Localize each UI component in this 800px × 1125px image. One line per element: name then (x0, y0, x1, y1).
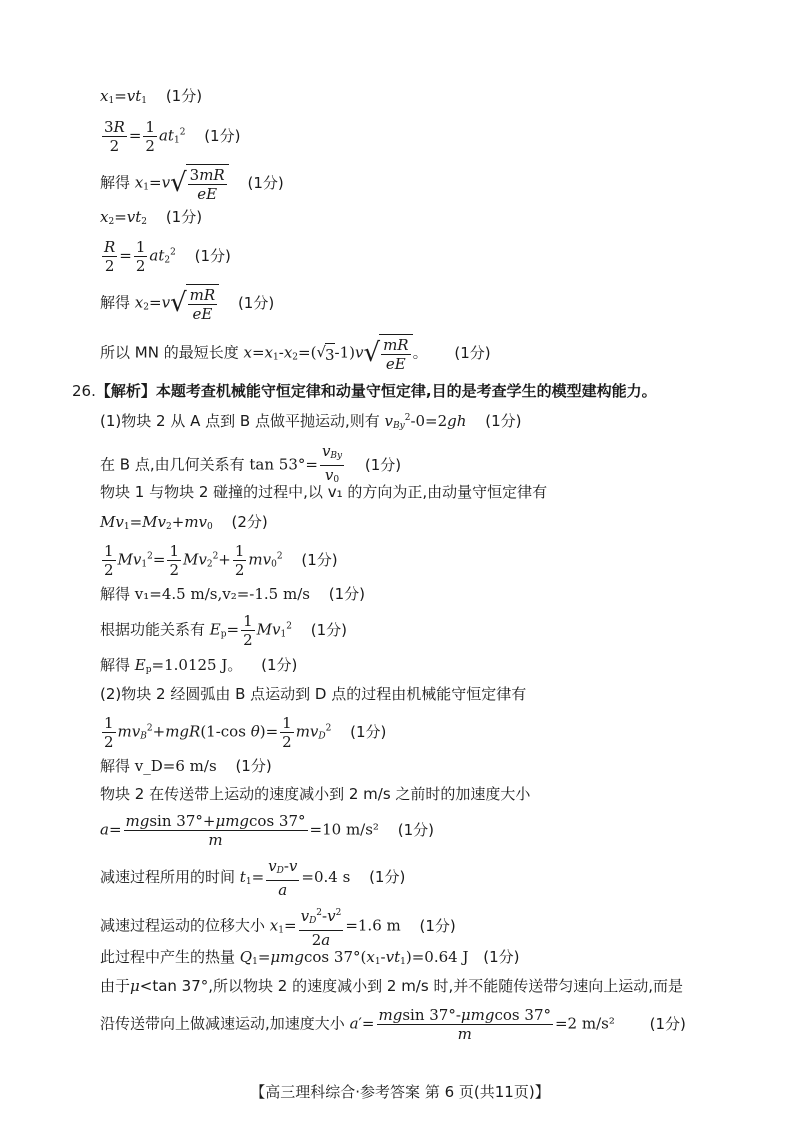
since-part1: 由于 (100, 977, 131, 995)
collision-text: 物块 1 与物块 2 碰撞的过程中,以 v₁ 的方向为正,由动量守恒定律有 (100, 483, 548, 501)
score: (1分) (301, 550, 338, 569)
time-desc: 减速过程所用的时间 (100, 868, 236, 886)
since-text: 由于μ<tan 37°,所以物块 2 的速度减小到 2 m/s 时,并不能随传送带匀速向上运动,而是 (100, 977, 683, 995)
ep-value: 1.0125 J。 (164, 656, 243, 674)
a2-value: =2 m/s² (554, 1014, 615, 1033)
solve-label: 解得 (100, 173, 131, 192)
eq-accel-2: 沿传送带向上做减速运动,加速度大小 a′= $\frac{\text{mgsin 37°-μmgcos 37°}}{m}$ =2 m/s² (1分) (100, 1006, 686, 1043)
v-values: v₁=4.5 m/s,v₂=-1.5 m/s (134, 585, 310, 603)
eq-heat: 此过程中产生的热量 $Q_1=\mu mgcos$ $37^\circ(x_1-vt_1)=0.64$ J (1分) (100, 948, 520, 967)
eq-disp: 减速过程运动的位移大小 $x_1=$ $\frac{v_D^2-v^2}{2a}$ =1.6 m (1分) (100, 904, 456, 949)
eq-mech-energy: $\frac{1}{2}$ $mv_B^2+mgR(1-\cos$ θ)= $\frac{1}{2}$ $mv_D^2$ (1分) (104, 714, 387, 751)
t1-value: =0.4 s (301, 868, 351, 886)
score: (1分) (364, 455, 402, 474)
eq-3R-half-at1: $\frac{3R}{2}$ = $\frac{1}{2}$ $at_1^2$ (1分) (104, 118, 241, 155)
along-belt: 沿传送带向上做减速运动,加速度大小 (100, 1014, 345, 1033)
score: (1分) (194, 246, 231, 265)
heat-desc: 此过程中产生的热量 (100, 948, 236, 966)
q-value: =0.64 J (411, 948, 469, 966)
analysis-title: 【解析】 (95, 382, 156, 400)
analysis-body: 本题考查机械能守恒定律和动量守恒定律,目的是考查学生的模型建构能力。 (155, 382, 657, 400)
eq-solve-vd (100, 756, 272, 776)
score: (1分) (165, 208, 203, 226)
eq-solve-v (100, 584, 365, 604)
eq-solve-ep: 解得 $E_p=1.0125$ J。 (1分) (100, 656, 298, 675)
score: (1分) (328, 585, 365, 603)
eq-ep: 根据功能关系有 $E_p=$ $\frac{1}{2}$ $Mv_1^2$ (1分) (100, 612, 347, 649)
score: (1分) (204, 126, 241, 145)
solve-label: 解得 (100, 757, 131, 775)
score: (1分) (419, 916, 456, 935)
score: (1分) (165, 87, 203, 105)
eq-x2-vt2: $x_2=vt_2$ (1分) (100, 208, 203, 227)
decel-desc: 物块 2 在传送带上运动的速度减小到 2 m/s 之前时的加速度大小 (100, 785, 531, 803)
solve-label: 解得 (100, 293, 131, 312)
disp-desc: 减速过程运动的位移大小 (100, 916, 266, 935)
score: (2分) (231, 513, 268, 531)
a1-value: =10 m/s² (309, 820, 379, 839)
score: (1分) (649, 1014, 686, 1033)
eq-x1-vt1: $x_1=vt_1$ (1分) (100, 87, 203, 106)
eq-accel-1: a= $\frac{\text{mgsin 37°+μmgcos 37°}}{m}$ =10 m/s² (1分) (100, 812, 434, 849)
score: (1分) (237, 293, 275, 312)
score: (1分) (369, 868, 406, 886)
score: (1分) (350, 722, 387, 741)
p2-intro: (2)物块 2 经圆弧由 B 点运动到 D 点的过程由机械能守恒定律有 (100, 685, 527, 703)
analysis-header (72, 381, 657, 401)
score: (1分) (261, 656, 298, 674)
score: (1分) (310, 620, 347, 639)
eq-tan53: 在 B 点,由几何关系有 tan 53°= $\frac{v_{By}}{v_0}$ (1分) (100, 442, 402, 485)
score: (1分) (454, 343, 491, 362)
eq-mn-shortest: 所以 MN 的最短长度 $x=x_1-x_2=$( √ 3 -1)v √ $\frac{mR}{eE}$ 。 (1分) (100, 336, 491, 373)
vd-value: v_D=6 m/s (134, 757, 217, 775)
eq-time: 减速过程所用的时间 $t_1=$ $\frac{v_D-v}{a}$ =0.4 s (1分) (100, 857, 406, 899)
score: (1分) (483, 948, 520, 966)
score: (1分) (247, 173, 284, 192)
eq-momentum: $Mv_1=Mv_2+mv_0$ (2分) (100, 513, 268, 532)
solve-label: 解得 (100, 585, 131, 603)
mn-label: 所以 MN 的最短长度 (100, 343, 239, 362)
solve-label: 解得 (100, 656, 131, 674)
score: (1分) (485, 412, 522, 430)
energy-rel-label: 根据功能关系有 (100, 620, 206, 639)
eq-vby: (1)物块 2 从 A 点到 B 点做平抛运动,则有 $v_{By}^2-0=2gh$ (1分) (100, 412, 522, 431)
at-b-label: 在 B 点,由几何关系有 (100, 455, 245, 474)
eq-solve-x1: 解得 $x_1=v$ √ $\frac{3mR}{eE}$ (1分) (100, 166, 284, 203)
p1-intro: (1)物块 2 从 A 点到 B 点做平抛运动,则有 (100, 412, 380, 430)
item-number: 26. (72, 382, 96, 400)
score: (1分) (397, 820, 434, 839)
since-part2: <tan 37°,所以物块 2 的速度减小到 2 m/s 时,并不能随传送带匀速向上运动,而是 (139, 977, 683, 995)
eq-energy: $\frac{1}{2}$ $Mv_1^2=$ $\frac{1}{2}$ $Mv_2^2+$ $\frac{1}{2}$ $mv_0^2$ (1分) (104, 542, 338, 579)
x1-value: =1.6 m (345, 916, 401, 935)
eq-solve-x2: 解得 $x_2=v$ √ $\frac{mR}{eE}$ (1分) (100, 286, 275, 323)
score: (1分) (235, 757, 272, 775)
eq-R-half-at2: $\frac{R}{2}$ = $\frac{1}{2}$ $at_2^2$ (1分) (104, 238, 231, 275)
page-footer: 【高三理科综合·参考答案 第 6 页(共11页)】 (250, 1083, 550, 1101)
